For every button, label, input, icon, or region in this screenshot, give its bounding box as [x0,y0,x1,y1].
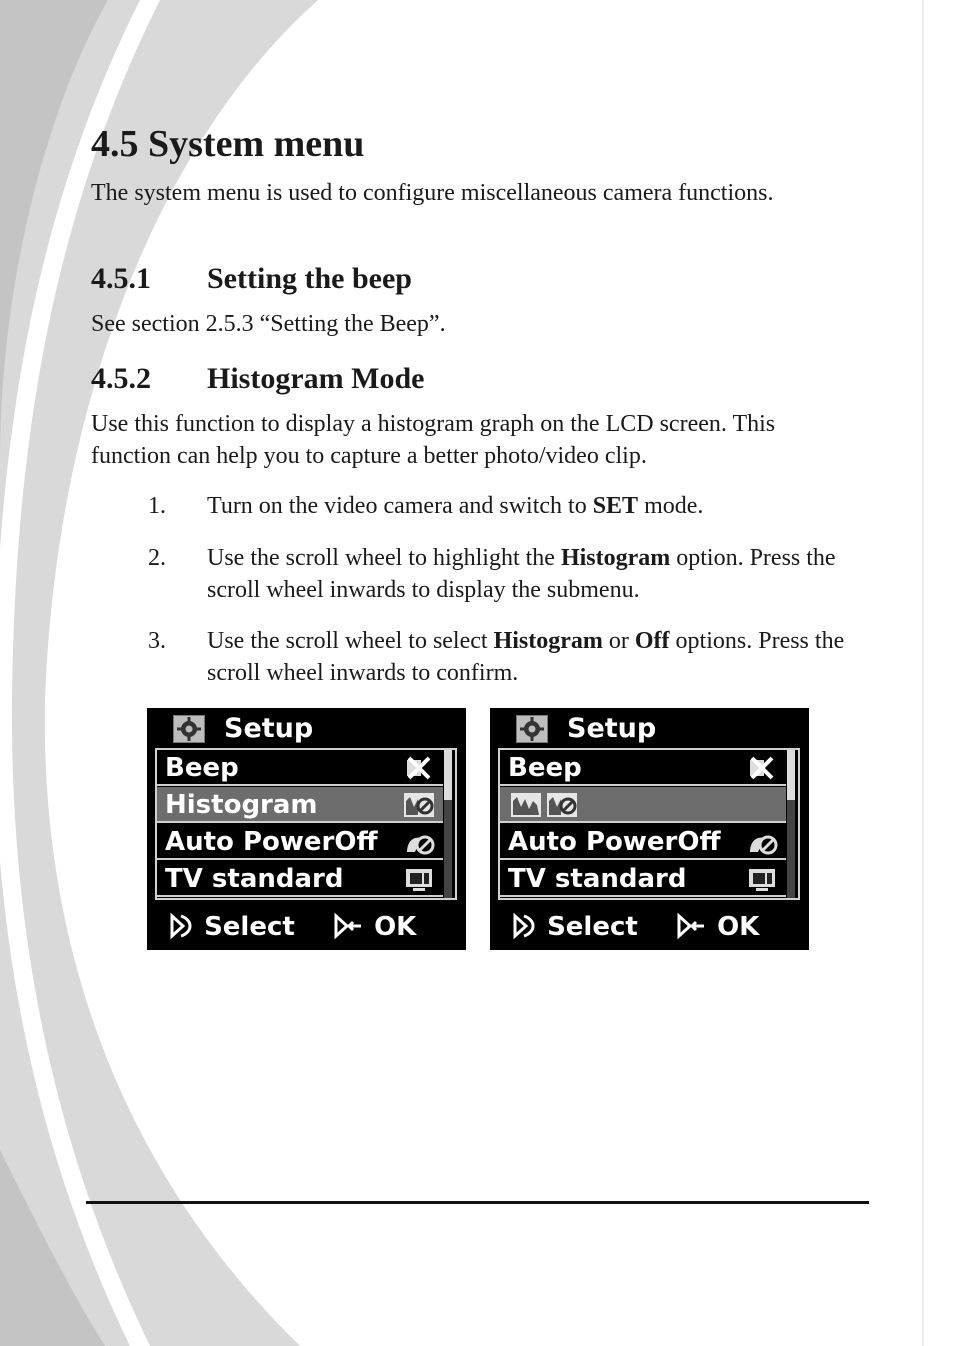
menu-scrollbar[interactable] [444,750,452,898]
scroll-wheel-icon [512,912,538,940]
tv-standard-icon [746,865,778,893]
step-text: Use the scroll wheel to select Histogram or Off options. Press the scroll wheel inwards to confirm. [207,628,845,686]
menu-item-auto-poweroff[interactable] [157,824,443,860]
subsection-heading-beep [91,261,412,297]
menu-item-label: Auto PowerOff [508,827,721,857]
histogram-off-icon [403,791,435,819]
menu-title: Setup [567,713,657,744]
step-text: Use the scroll wheel to highlight the Histogram option. Press the scroll wheel inwards to display the submenu. [207,545,836,603]
histogram-on-icon[interactable] [510,791,542,819]
section-title: 4.5 System menu [91,123,365,165]
menu-item-label: TV standard [165,864,344,894]
beep-off-icon [403,754,435,782]
menu-item-beep[interactable] [157,750,443,786]
select-label: Select [547,912,638,942]
footer-ok-hint [676,908,759,946]
histogram-off-icon[interactable] [546,791,578,819]
menu-item-label: Beep [508,753,582,783]
beep-off-icon [746,754,778,782]
auto-poweroff-icon [403,828,435,856]
tv-standard-icon [403,865,435,893]
subsection-heading-histogram [91,361,424,397]
menu-item-label: Auto PowerOff [165,827,378,857]
step-number: 1. [148,493,166,519]
step-number: 2. [148,545,166,571]
step-number: 3. [148,628,166,654]
menu-item-tv-standard[interactable] [500,861,786,897]
lcd-screen-histogram-submenu [490,708,809,950]
menu-item-auto-poweroff[interactable] [500,824,786,860]
menu-item-beep[interactable] [500,750,786,786]
menu-item-histogram[interactable] [157,787,443,823]
menu-item-histogram-submenu[interactable] [500,787,786,823]
gear-icon [516,715,548,743]
menu-item-tv-standard[interactable] [157,861,443,897]
scroll-thumb[interactable] [787,750,795,800]
menu-item-label: TV standard [508,864,687,894]
footer-rule [86,1201,869,1204]
scroll-thumb[interactable] [444,750,452,800]
beep-reference: See section 2.5.3 “Setting the Beep”. [91,311,446,337]
subsection-number: 4.5.2 [91,362,151,395]
footer-ok-hint [333,908,416,946]
section-intro: The system menu is used to configure miscellaneous camera functions. [91,180,774,206]
subsection-number: 4.5.1 [91,262,151,295]
ok-label: OK [717,912,760,942]
footer-select-hint [169,908,295,946]
auto-poweroff-icon [746,828,778,856]
menu-item-label: Histogram [165,790,318,820]
menu-scrollbar[interactable] [787,750,795,898]
histogram-description: Use this function to display a histogram graph on the LCD screen. This function can help you to capture a better photo/video clip. [91,411,776,469]
menu-title: Setup [224,713,314,744]
press-arrow-icon [676,912,708,940]
gear-icon [173,715,205,743]
menu-item-label: Beep [165,753,239,783]
scroll-wheel-icon [169,912,195,940]
footer-select-hint [512,908,638,946]
ok-label: OK [374,912,417,942]
lcd-screen-setup-menu [147,708,466,950]
subsection-title: Setting the beep [207,262,412,295]
press-arrow-icon [333,912,365,940]
select-label: Select [204,912,295,942]
step-text: Turn on the video camera and switch to SET mode. [207,493,704,519]
subsection-title: Histogram Mode [207,362,425,395]
